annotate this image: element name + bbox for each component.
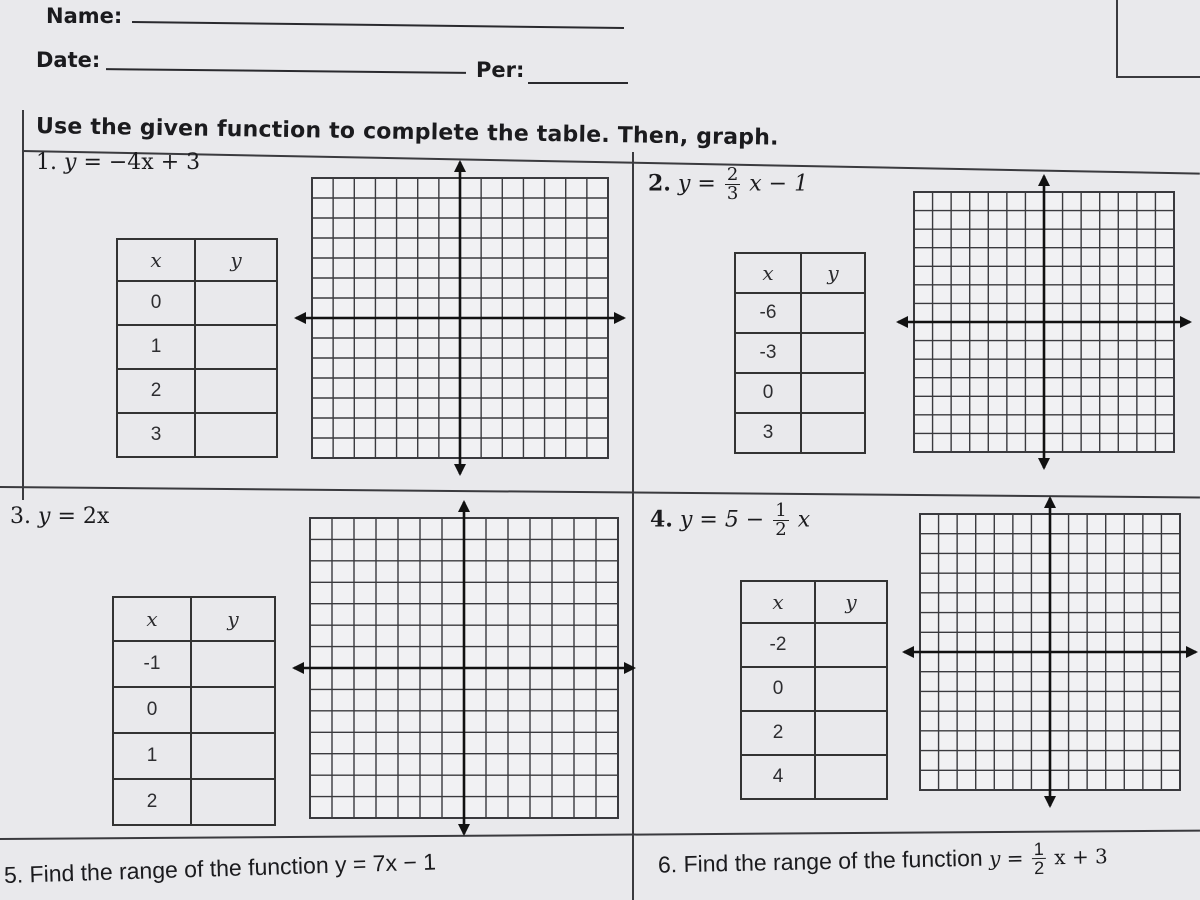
arrow-left-icon: [902, 646, 914, 658]
table-header-y: y: [815, 581, 887, 623]
problem-2-rhs: x − 1: [749, 171, 809, 197]
table-header-y: y: [191, 597, 275, 641]
problem-3-rhs: = 2x: [57, 504, 110, 529]
table-y-cell[interactable]: [195, 369, 277, 413]
problem-3-function: [10, 504, 109, 529]
problem-4-fraction: [773, 502, 788, 539]
table-x-cell: 0: [113, 687, 191, 733]
table-x-cell: 1: [113, 733, 191, 779]
problem-4-number: 4.: [650, 506, 673, 533]
question-6-rhs: x + 3: [1054, 844, 1109, 870]
name-line[interactable]: [132, 21, 624, 29]
table-x-cell: -2: [741, 623, 815, 667]
table-x-cell: -6: [735, 293, 801, 333]
problem-2-table: [734, 252, 866, 454]
arrow-right-icon: [1186, 646, 1198, 658]
fraction-denominator: 2: [1033, 857, 1045, 879]
question-5: 5. Find the range of the function y = 7x − 1: [3, 848, 437, 888]
problem-4-graph[interactable]: [900, 494, 1200, 810]
fraction-denominator: 3: [726, 183, 739, 204]
table-x-cell: 0: [741, 667, 815, 711]
table-y-cell[interactable]: [815, 623, 887, 667]
date-label: Date:: [36, 48, 101, 72]
question-6-lhs: y =: [988, 845, 1024, 871]
table-header-y: y: [801, 253, 865, 293]
divider-left-edge: [22, 110, 24, 500]
problem-2-graph[interactable]: [894, 172, 1194, 472]
problem-2-function: [648, 166, 808, 203]
problem-3-number: 3.: [10, 504, 31, 529]
table-header-x: x: [117, 239, 195, 281]
problem-3-table: [112, 596, 276, 826]
table-header-y: y: [195, 239, 277, 281]
table-y-cell[interactable]: [815, 711, 887, 755]
table-y-cell[interactable]: [801, 413, 865, 453]
header-box-edge: [1116, 0, 1118, 78]
fraction-numerator: 2: [726, 164, 739, 185]
arrow-up-icon: [1044, 496, 1056, 508]
problem-2-number: 2.: [648, 170, 671, 197]
table-y-cell[interactable]: [195, 413, 277, 457]
table-y-cell[interactable]: [815, 667, 887, 711]
arrow-left-icon: [896, 316, 908, 328]
arrow-right-icon: [624, 662, 636, 674]
table-x-cell: 2: [113, 779, 191, 825]
problem-1-function: [36, 150, 200, 175]
table-x-cell: 2: [117, 369, 195, 413]
arrow-down-icon: [1044, 796, 1056, 808]
table-x-cell: 0: [735, 373, 801, 413]
table-x-cell: -3: [735, 333, 801, 373]
arrow-down-icon: [1038, 458, 1050, 470]
table-y-cell[interactable]: [195, 281, 277, 325]
table-y-cell[interactable]: [815, 755, 887, 799]
arrow-right-icon: [614, 312, 626, 324]
table-x-cell: 3: [735, 413, 801, 453]
table-y-cell[interactable]: [801, 333, 865, 373]
table-x-cell: 0: [117, 281, 195, 325]
arrow-left-icon: [292, 662, 304, 674]
arrow-left-icon: [294, 312, 306, 324]
problem-4-lhs: y = 5 −: [679, 507, 765, 533]
table-y-cell[interactable]: [191, 641, 275, 687]
arrow-right-icon: [1180, 316, 1192, 328]
problem-1-table: [116, 238, 278, 458]
table-y-cell[interactable]: [801, 373, 865, 413]
problem-2-fraction: [725, 166, 740, 203]
problem-4-function: [650, 502, 810, 539]
arrow-up-icon: [1038, 174, 1050, 186]
table-y-cell[interactable]: [191, 779, 275, 825]
table-y-cell[interactable]: [191, 687, 275, 733]
problem-4-table: [740, 580, 888, 800]
table-x-cell: -1: [113, 641, 191, 687]
arrow-down-icon: [458, 824, 470, 836]
fraction-numerator: 1: [775, 500, 787, 521]
period-label: Per:: [476, 58, 525, 82]
problem-3-lhs: y: [38, 504, 51, 529]
problem-1-lhs: y: [64, 150, 77, 175]
instructions: Use the given function to complete the table. Then, graph.: [35, 114, 779, 151]
problem-1-rhs: = −4x + 3: [83, 150, 201, 175]
question-6: [658, 839, 1109, 885]
problem-2-lhs: y =: [677, 171, 716, 197]
header-box-bottom: [1118, 76, 1200, 78]
table-x-cell: 2: [741, 711, 815, 755]
table-x-cell: 3: [117, 413, 195, 457]
table-header-x: x: [113, 597, 191, 641]
problem-4-rhs: x: [797, 507, 811, 533]
arrow-up-icon: [454, 160, 466, 172]
period-line[interactable]: [528, 82, 628, 84]
table-y-cell[interactable]: [801, 293, 865, 333]
question-6-text: 6. Find the range of the function: [657, 844, 983, 878]
arrow-down-icon: [454, 464, 466, 476]
name-label: Name:: [46, 4, 123, 28]
fraction-numerator: 1: [1033, 838, 1044, 860]
table-header-x: x: [741, 581, 815, 623]
date-line[interactable]: [106, 68, 466, 74]
arrow-up-icon: [458, 500, 470, 512]
table-x-cell: 1: [117, 325, 195, 369]
table-x-cell: 4: [741, 755, 815, 799]
table-header-x: x: [735, 253, 801, 293]
problem-1-number: 1.: [36, 150, 57, 175]
table-y-cell[interactable]: [195, 325, 277, 369]
fraction-denominator: 2: [775, 519, 787, 540]
table-y-cell[interactable]: [191, 733, 275, 779]
question-6-fraction: [1032, 840, 1047, 877]
problem-1-graph[interactable]: [292, 158, 628, 478]
problem-3-graph[interactable]: [290, 498, 638, 838]
